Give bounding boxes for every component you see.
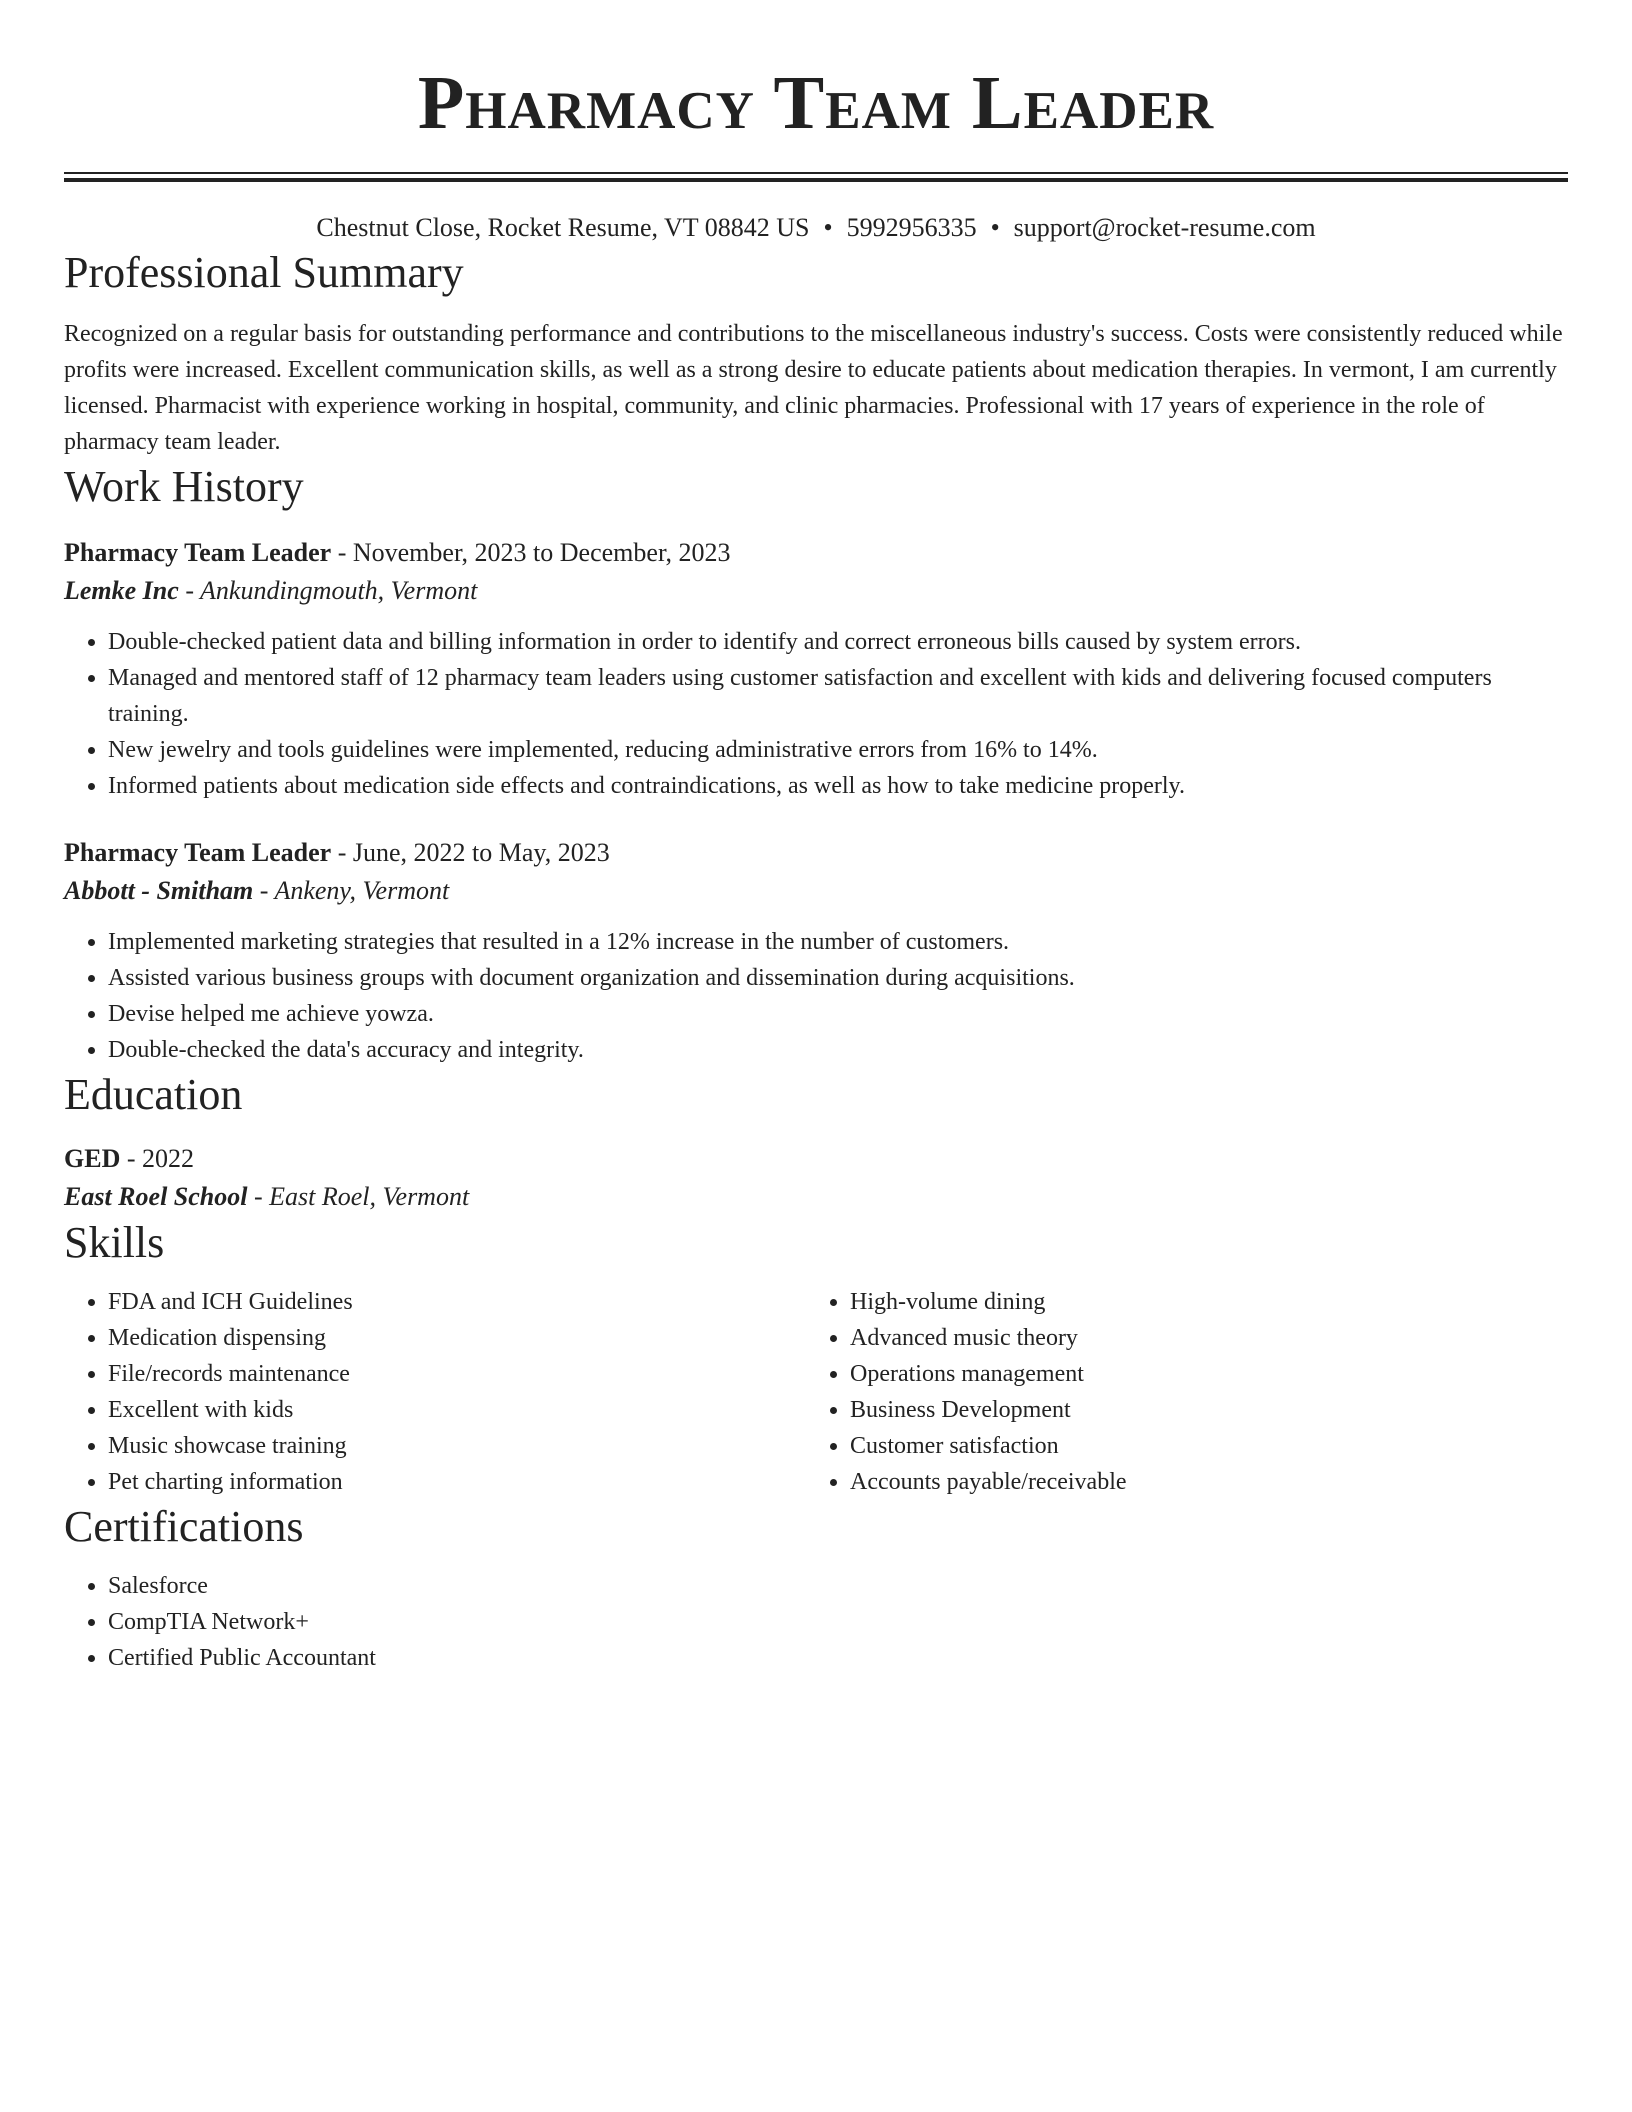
job-location: Ankeny, Vermont bbox=[274, 876, 450, 905]
education-entry bbox=[64, 1140, 1568, 1216]
list-item: • Double-checked patient data and billing information in order to identify and correct erroneous bills caused by system errors. bbox=[108, 624, 1568, 660]
job-dates: November, 2023 to December, 2023 bbox=[352, 538, 731, 567]
education-degree: GED bbox=[64, 1144, 121, 1173]
skills-heading: Skills bbox=[64, 1218, 165, 1267]
list-item: • Assisted various business groups with document organization and dissemination during acquisitions. bbox=[108, 960, 1568, 996]
list-item: • Double-checked the data's accuracy and integrity. bbox=[108, 1032, 1568, 1068]
skills-list-left bbox=[64, 1284, 806, 1500]
job-location: Ankundingmouth, Vermont bbox=[200, 576, 478, 605]
job-company-line: Abbott - Smitham - Ankeny, Vermont bbox=[64, 876, 450, 905]
bullet-separator: • bbox=[823, 213, 833, 242]
list-item: • Accounts payable/receivable bbox=[850, 1464, 1548, 1500]
job-bullets bbox=[64, 924, 1568, 1068]
phone-text: 5992956335 bbox=[846, 213, 977, 242]
job-company-line: Lemke Inc - Ankundingmouth, Vermont bbox=[64, 576, 478, 605]
list-item: • Business Development bbox=[850, 1392, 1548, 1428]
email-text: support@rocket-resume.com bbox=[1013, 213, 1316, 242]
job-header: Pharmacy Team Leader - June, 2022 to May, 2023 bbox=[64, 838, 610, 867]
list-item: • High-volume dining bbox=[850, 1284, 1548, 1320]
education-year: 2022 bbox=[142, 1144, 195, 1173]
list-item: • Pet charting information bbox=[108, 1464, 806, 1500]
summary-text: Recognized on a regular basis for outstanding performance and contributions to the miscellaneous industry's success. Costs were consistently reduced while profits were increased. Excellent communication skills, as well as a strong desire to educate patients about medication therapies. In vermont, I am currently licensed. Pharmacist with experience working in hospital, community, and clinic pharmacies. Professional with 17 years of experience in the role of pharmacy team leader. bbox=[64, 321, 1563, 455]
page-title: Pharmacy Team Leader bbox=[417, 61, 1215, 145]
job-role: Pharmacy Team Leader bbox=[64, 538, 332, 567]
list-item: • Medication dispensing bbox=[108, 1320, 806, 1356]
education-school: East Roel School bbox=[64, 1182, 248, 1211]
job-entry bbox=[64, 534, 1568, 804]
list-item: • Excellent with kids bbox=[108, 1392, 806, 1428]
bullet-separator: • bbox=[990, 213, 1000, 242]
education-school-line: East Roel School - East Roel, Vermont bbox=[64, 1182, 470, 1211]
job-role: Pharmacy Team Leader bbox=[64, 838, 332, 867]
job-company: Lemke Inc bbox=[64, 576, 179, 605]
list-item: • Devise helped me achieve yowza. bbox=[108, 996, 1568, 1032]
list-item: • CompTIA Network+ bbox=[108, 1604, 1568, 1640]
contact-line bbox=[64, 210, 1568, 246]
summary-heading: Professional Summary bbox=[64, 248, 464, 297]
list-item: • File/records maintenance bbox=[108, 1356, 806, 1392]
list-item: • New jewelry and tools guidelines were implemented, reducing administrative errors from 16% to 14%. bbox=[108, 732, 1568, 768]
education-location: East Roel, Vermont bbox=[269, 1182, 470, 1211]
list-item: • Informed patients about medication side effects and contraindications, as well as how to take medicine properly. bbox=[108, 768, 1568, 804]
list-item: • Salesforce bbox=[108, 1568, 1568, 1604]
education-header: GED - 2022 bbox=[64, 1144, 195, 1173]
certifications-heading: Certifications bbox=[64, 1502, 304, 1551]
list-item: • Managed and mentored staff of 12 pharmacy team leaders using customer satisfaction and excellent with kids and delivering focused computers training. bbox=[108, 660, 1568, 732]
list-item: • Advanced music theory bbox=[850, 1320, 1548, 1356]
job-bullets bbox=[64, 624, 1568, 804]
list-item: • FDA and ICH Guidelines bbox=[108, 1284, 806, 1320]
skills-list-right bbox=[806, 1284, 1548, 1500]
education-heading: Education bbox=[64, 1070, 243, 1119]
skills-columns bbox=[64, 1284, 1568, 1500]
job-company: Abbott - Smitham bbox=[64, 876, 254, 905]
list-item: • Customer satisfaction bbox=[850, 1428, 1548, 1464]
job-dates: June, 2022 to May, 2023 bbox=[352, 838, 610, 867]
title-divider bbox=[64, 172, 1568, 182]
certifications-list bbox=[64, 1568, 1568, 1676]
list-item: • Operations management bbox=[850, 1356, 1548, 1392]
list-item: • Certified Public Accountant bbox=[108, 1640, 1568, 1676]
address-text: Chestnut Close, Rocket Resume, VT 08842 US bbox=[316, 213, 810, 242]
list-item: • Music showcase training bbox=[108, 1428, 806, 1464]
work-history-heading: Work History bbox=[64, 462, 304, 511]
job-entry bbox=[64, 834, 1568, 1068]
job-header: Pharmacy Team Leader - November, 2023 to December, 2023 bbox=[64, 538, 731, 567]
list-item: • Implemented marketing strategies that resulted in a 12% increase in the number of customers. bbox=[108, 924, 1568, 960]
